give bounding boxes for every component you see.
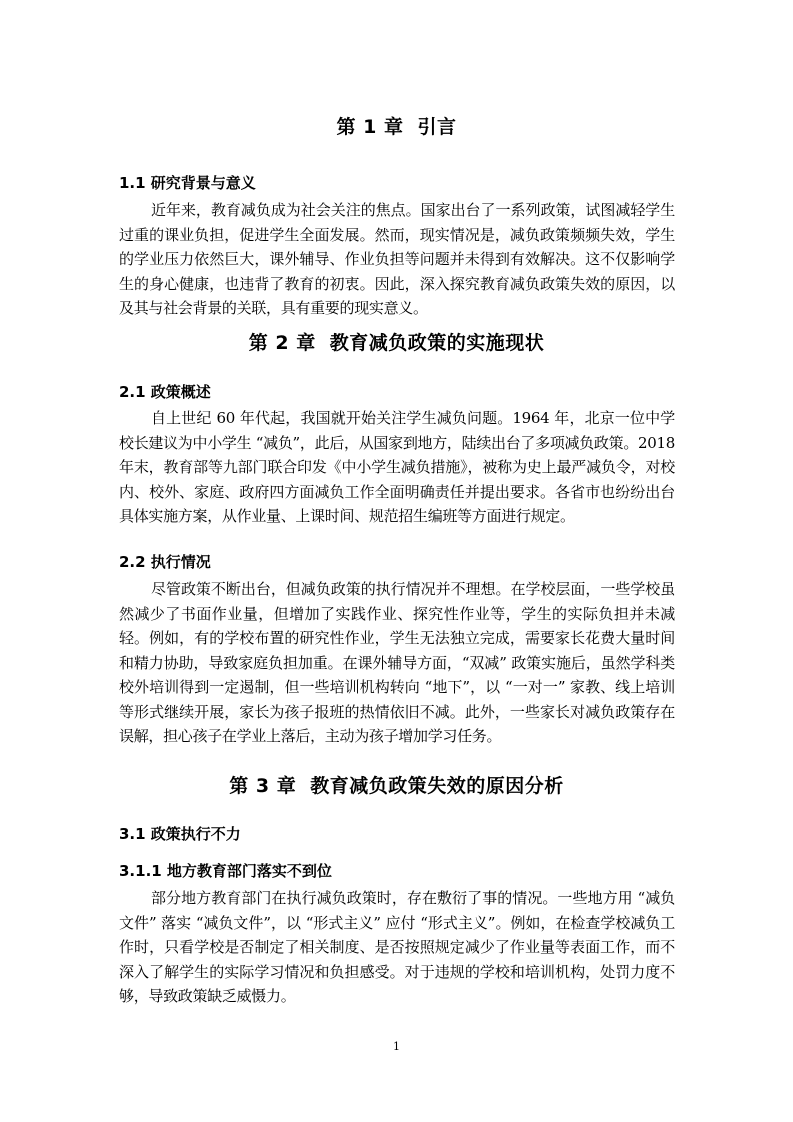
chapter-2-title: 教育减负政策的实施现状 [329,332,545,354]
chapter-2-number: 第 2 章 [248,332,316,354]
section-3-1-1-heading: 3.1.1 地方教育部门落实不到位 [119,862,332,880]
chapter-1-title: 引言 [417,116,457,138]
chapter-1-number: 第 1 章 [336,116,404,138]
page-number: 1 [393,1040,400,1053]
section-2-1-paragraph: 自上世纪 60 年代起，我国就开始关注学生减负问题。1964 年，北京一位中学校长建议为中小学生 “减负”，此后，从国家到地方，陆续出台了多项减负政策。2018 年末，教育部等九部门联合印发《中小学生减负措施》，被称为史上最严减负令，对校内、校外、家庭、政府四方面减负工作全面明确责任并提出要求。各省市也纷纷出台具体实施方案，从作业量、上课时间、规范招生编班等方面进行规定。 [119,409,675,525]
section-3-1-heading: 3.1 政策执行不力 [119,825,241,843]
chapter-2-heading [0,330,793,356]
section-2-2-paragraph: 尽管政策不断出台，但减负政策的执行情况并不理想。在学校层面，一些学校虽然减少了书面作业量，但增加了实践作业、探究性作业等，学生的实际负担并未减轻。例如，有的学校布置的研究性作业，学生无法独立完成，需要家长花费大量时间和精力协助，导致家庭负担加重。在课外辅导方面，“双减” 政策实施后，虽然学科类校外培训得到一定遏制，但一些培训机构转向 “地下”，以 “一对一” 家教、线上培训等形式继续开展，家长为孩子报班的热情依旧不减。此外，一些家长对减负政策存在误解，担心孩子在学业上落后，主动为孩子增加学习任务。 [119,580,675,745]
chapter-3-number: 第 3 章 [229,775,297,797]
section-1-1-heading: 1.1 研究背景与意义 [119,174,256,192]
chapter-3-heading [0,773,793,799]
chapter-3-title: 教育减负政策失效的原因分析 [310,775,564,797]
section-2-1-heading: 2.1 政策概述 [119,383,211,401]
section-2-2-heading: 2.2 执行情况 [119,553,211,571]
section-3-1-1-paragraph: 部分地方教育部门在执行减负政策时，存在敷衍了事的情况。一些地方用 “减负文件” 落实 “减负文件”，以 “形式主义” 应付 “形式主义”。例如，在检查学校减负工作时，只看学校是否制定了相关制度、是否按照规定减少了作业量等表面工作，而不深入了解学生的实际学习情况和负担感受。对于违规的学校和培训机构，处罚力度不够，导致政策缺乏威慑力。 [119,889,675,1005]
chapter-1-heading [0,114,793,140]
section-1-1-paragraph: 近年来，教育减负成为社会关注的焦点。国家出台了一系列政策，试图减轻学生过重的课业负担，促进学生全面发展。然而，现实情况是，减负政策频频失效，学生的学业压力依然巨大，课外辅导、作业负担等问题并未得到有效解决。这不仅影响学生的身心健康，也违背了教育的初衷。因此，深入探究教育减负政策失效的原因，以及其与社会背景的关联，具有重要的现实意义。 [119,201,675,317]
